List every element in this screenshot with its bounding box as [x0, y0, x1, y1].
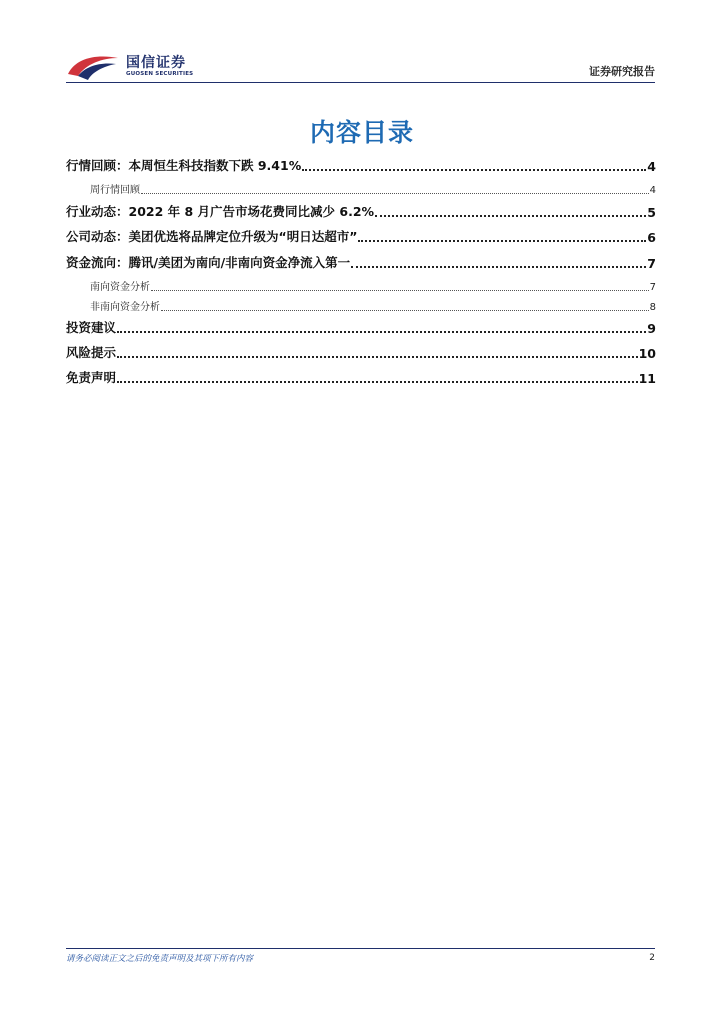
- toc-entry-capital-flow[interactable]: [66, 253, 656, 271]
- toc-leader-dots: [161, 310, 649, 311]
- toc-entry-label: 投资建议: [66, 320, 117, 335]
- toc-entry-label: 风险提示: [66, 345, 117, 360]
- toc-entry-page: 5: [647, 205, 656, 220]
- toc-entry-investment-advice[interactable]: [66, 318, 656, 336]
- toc-entry-disclaimer[interactable]: [66, 368, 656, 386]
- toc-entry-page: 9: [647, 321, 656, 336]
- toc-entry-page: 8: [649, 302, 656, 313]
- toc-entry-non-southbound-analysis[interactable]: [90, 298, 656, 313]
- toc-entry-page: 7: [649, 282, 656, 293]
- guosen-logo-icon: [66, 52, 122, 82]
- toc-entry-page: 10: [638, 346, 656, 361]
- footer-divider: [66, 948, 655, 949]
- toc-entry-southbound-analysis[interactable]: [90, 278, 656, 293]
- toc-leader-dots: [358, 240, 646, 242]
- logo-chinese-name: 国信证券: [126, 55, 186, 71]
- toc-entry-weekly-review[interactable]: [90, 181, 656, 196]
- toc-leader-dots: [117, 381, 638, 383]
- toc-entry-label: 资金流向：腾讯/美团为南向/非南向资金净流入第一: [66, 255, 351, 270]
- toc-entry-label: 行情回顾：本周恒生科技指数下跌 9.41%: [66, 158, 302, 173]
- header-divider: [66, 82, 655, 83]
- toc-entry-page: 4: [649, 185, 656, 196]
- toc-entry-label: 公司动态：美团优选将品牌定位升级为“明日达超市”: [66, 229, 358, 244]
- toc-entry-market-review[interactable]: [66, 156, 656, 174]
- toc-entry-label: 免责声明: [66, 370, 117, 385]
- toc-leader-dots: [375, 215, 646, 217]
- footer-disclaimer-note: 请务必阅读正文之后的免责声明及其项下所有内容: [66, 954, 254, 964]
- toc-entry-risk-warning[interactable]: [66, 343, 656, 361]
- footer-page-number: 2: [649, 953, 655, 963]
- toc-leader-dots: [141, 193, 649, 194]
- toc-leader-dots: [302, 169, 646, 171]
- toc-leader-dots: [117, 356, 638, 358]
- report-type-label: 证券研究报告: [589, 65, 655, 78]
- toc-entry-label: 行业动态：2022 年 8 月广告市场花费同比减少 6.2%: [66, 204, 375, 219]
- toc-entry-industry-news[interactable]: [66, 202, 656, 220]
- logo-english-name: GUOSEN SECURITIES: [126, 71, 194, 77]
- guosen-logo: [66, 50, 206, 84]
- toc-entry-page: 11: [638, 371, 656, 386]
- toc-entry-label: 非南向资金分析: [90, 302, 160, 313]
- toc-entry-label: 南向资金分析: [90, 282, 150, 293]
- toc-entry-company-news[interactable]: [66, 227, 656, 245]
- toc-leader-dots: [117, 331, 646, 333]
- toc-entry-label: 周行情回顾: [90, 185, 140, 196]
- page-header: [66, 50, 655, 84]
- toc-leader-dots: [151, 290, 649, 291]
- toc-entry-page: 7: [647, 256, 656, 271]
- toc-entry-page: 4: [647, 159, 656, 174]
- toc-leader-dots: [351, 266, 646, 268]
- toc-entry-page: 6: [647, 230, 656, 245]
- toc-title: 内容目录: [309, 118, 414, 147]
